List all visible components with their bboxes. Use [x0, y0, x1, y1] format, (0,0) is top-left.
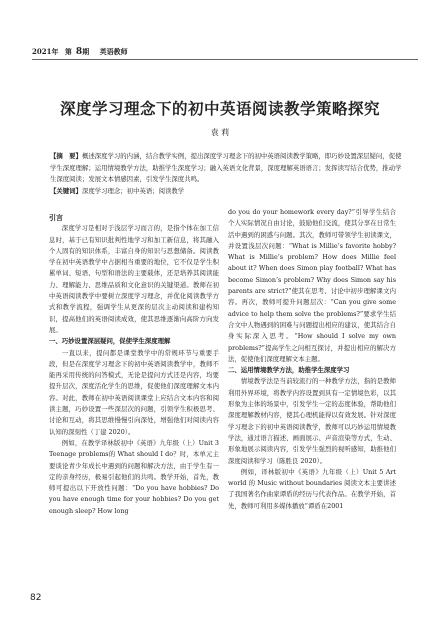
- section-2-heading: 二、运用情境教学方法，助推学生深度学习: [228, 366, 350, 375]
- section-1-paragraph-2: 例如，在教学译林版初中《英语》九年级（上）Unit 3 Teenage problems的 What should I do？时，本单元主要谈论青少年成长中遇到的问题和解决方法，由于学生有一定的亲身经历，极易引起他们的共鸣。教学开始，首先，教师可提出以下开放性问题：“Do you have hobbies? Do you have enough time for your hobbies? Do you get enough sleep? How long: [49, 438, 219, 515]
- header-rule: [32, 59, 418, 60]
- section-1-paragraph-1: 一直以来，提问都是课堂教学中的常规环节与重要手段，但是在深度学习理念下的初中英语阅读教学中，教师不能再采用传统的问答模式，无论是提问方式还是内容，均要提升层次，深度活化学生的思维，促使他们深度理解文本内容。对此，教师在初中英语阅读课堂上应结合文本内容和阅读主题，巧妙设置一些深层次的问题，引领学生积极思考、讨论和互动，将其思维慢慢引向深处，增强他们对阅读内容认知的深刻性（丁建 2020）。: [49, 348, 219, 436]
- intro-heading: 引言: [49, 213, 63, 222]
- section-1-heading: 一、巧妙设置深层疑问，促使学生深度理解: [49, 337, 171, 346]
- right-column: [228, 207, 396, 512]
- section-2-paragraph-1: 情境教学法是当前较流行的一种教学方法，指的是教师利用外界环境，将教学内容设置到具有一定情境色彩，以其形象为主体的场景中，引发学生一定的态度体验，帮助他们深度理解教材内容，使其心理机能得以有效发展。针对深度学习理念下的初中英语阅读教学，教师可以巧妙运用情境教学法，通过语言描述、画面展示、声音渲染等方式，生动、形象地展示阅读内容，引发学生强烈的视听感知，助推他们深度阅读和学习（陈胜良 2020）。: [228, 377, 396, 465]
- left-column: [49, 212, 219, 517]
- section-1-paragraph-3: do you do your homework every day?”引导学生结合个人实际情况自由讨论，鼓励他们交流，使其分享在日常生活中遇到的困惑与问题。其次，教师可带领学生初读课文，并设置浅层次问题：“What is Millie’s favorite hobby? What is Millie’s problem? How does Millie feel about it? When does Simon play football? What has become Simon’s problem? Why does Simon say his parents are strict?”使其在思考、讨论中初步理解课文内容。再次，教师可提升问题层次：“Can you give some advice to help them solve the problems?”要求学生结合文中人物遇到的困难与问题提出相应的建议，使其结合自身实际深入思考。“How should I solve my own problems?”提高学生之问相互探讨，并提出相应的解决方法，促使他们深度理解文本主题。: [228, 208, 396, 363]
- article-title: 深度学习理念下的初中英语阅读教学策略探究: [59, 99, 380, 118]
- header-year: 2021年: [32, 47, 59, 56]
- keywords-line: 【关键词】深度学习理念；初中英语；阅读教学: [50, 186, 185, 195]
- running-header: [32, 47, 132, 57]
- section-2-paragraph-2: 例如，译林版初中《英语》九年级（上）Unit 5 Art world 的 Music without boundaries 阅读文本主要讲述了我国著名作曲家谭盾的经历与代表作品。在教学开始，首先，教师可利用多媒体播放“谭盾在2001: [228, 467, 396, 510]
- article-author: 袁 莉: [210, 128, 230, 137]
- abstract-block: [50, 151, 402, 197]
- intro-paragraph: 深度学习是相对于浅层学习而言的，是指个体在加工信息时，基于已有知识批判性地学习和加工新信息，将其融入个人固有的知识体系，丰富自身的知识与思想储备。阅读教学在初中英语教学中占据相当重要的地位，它不仅是学生积累单词、短语、句型和语法的主要载体，还是培养其阅读能力、理解能力、思维品质和文化意识的关键渠道。教师在初中英语阅读教学中要树立深度学习理念，并优化阅读教学方式和教学流程，强调学生从更深的层次主动阅读和建构知识，提高他们的英语阅读成效，使其思维逐渐向高阶方向发展。: [49, 224, 219, 334]
- header-journal: 英语教师: [99, 47, 128, 56]
- header-issue: 第 8期: [64, 47, 90, 57]
- page-number: 82: [30, 593, 42, 603]
- abstract-text: 【摘 要】概述深度学习的内涵，结合教学实例，提出深度学习理念下的初中英语阅读教学策略，即巧妙设置深层疑问，促使学生深度理解；运用情境教学方法，助推学生深度学习；融入英语文化背景，深度理解英语语言；发挥读写结合优势，推动学生深度阅读；发展文本情感因素，引发学生深度共鸣。: [50, 152, 402, 183]
